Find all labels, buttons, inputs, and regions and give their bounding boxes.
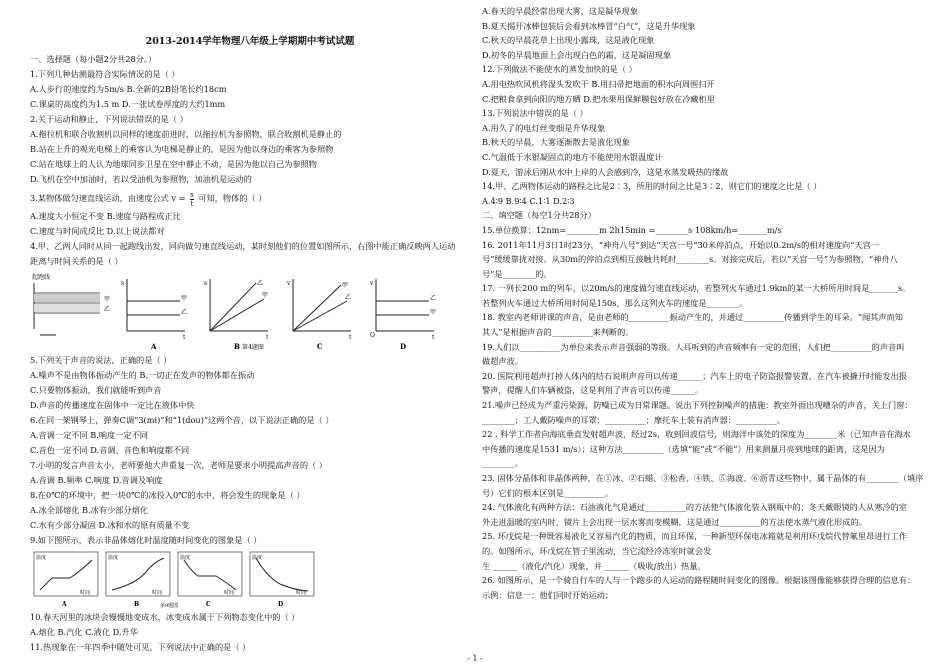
origin-label: O <box>370 332 375 340</box>
track-scene <box>32 273 110 335</box>
panel-d <box>250 552 314 608</box>
panel-c <box>178 552 242 608</box>
panel-d-label: D <box>400 342 407 352</box>
question-line: 19.人们以__________为单位来表示声音强弱的等级。人耳听到的声音频率有一定的范围，人们把__________的声音叫 <box>482 341 905 352</box>
axis-v-label: v <box>287 280 291 288</box>
question-line: C.课桌的高度约为1.5 m D.一张试卷厚度的大约1mm <box>30 99 226 110</box>
figure-4 <box>30 271 470 351</box>
question-line: B.站在上升的观光电梯上的乘客认为电梯是静止的，是因为他以身边的乘客为参照物 <box>30 144 334 155</box>
question-line: 11.热现象在一年四季中随处可见，下列说法中正确的是（ ） <box>30 642 251 653</box>
axis-x-label: 时间 <box>80 590 91 597</box>
question-line: C.音色一定不同 D.音调、音色和响度都不同 <box>30 445 190 456</box>
question-line: A.春天的早晨经常出现大雾，这是凝华现象 <box>482 6 638 16</box>
q3-tail: 可知，物体的（ ） <box>198 193 267 204</box>
figure-4-caption: 第4题图 <box>242 344 264 352</box>
question-line: C.秋天的早晨花草上出现小露珠，这是液化现象 <box>482 35 655 46</box>
panel-d <box>369 279 436 351</box>
series-label-jia: 甲 <box>262 292 269 300</box>
series-label-jia: 甲 <box>430 309 437 317</box>
question-line: A.速度大小恒定不变 B.速度与路程成正比 <box>30 211 181 222</box>
figure-4-graphic <box>30 271 470 351</box>
axis-s-label: s <box>204 280 208 288</box>
figure-9 <box>30 550 470 608</box>
question-line: 20. 医院利用超声打掉人体内的结石说明声音可以传递______；汽车上的电子防盗报警装置，在汽车被撬开时能发出报 <box>482 370 907 381</box>
question-line: 中传播的速度是1531 m/s）；这种方法__________（选填“能”或“不能”）用来测量月亮到地球的距离，这是因为 <box>482 443 885 454</box>
question-line: C.站在地球上的人认为地球同步卫星在空中静止不动，是因为他以自己为参照物 <box>30 159 317 170</box>
question-line: 6.在同一架钢琴上，弹奏C调“3(mi)”和“1(dou)”这两个音，以下说法正确的是（ ） <box>30 415 334 426</box>
series-label-yi: 乙 <box>345 294 352 302</box>
panel-b <box>204 279 269 351</box>
question-line: 16. 2011年11月3日1时23分，“神舟八号”到达“天宫一号”30米停泊点，开始以0.2m/s的相对速度向“天宫一 <box>482 239 879 250</box>
question-line: D.初冬的早晨地面上会出现白色的霜，这是凝固现象 <box>482 49 672 60</box>
series-label-yi: 乙 <box>430 295 437 303</box>
question-line: C.气温低于水银凝固点的地方不能使用水银温度计 <box>482 151 663 162</box>
question-line: 其人”是根据声音的__________来判断的。 <box>482 327 634 338</box>
q3-text: 3.某物体做匀速直线运动，由速度公式 <box>30 193 169 204</box>
question-line: A.音调一定不同 B.响度一定不同 <box>30 430 148 441</box>
figure-9-caption: 第9题图 <box>160 603 179 609</box>
fraction-numerator: s <box>190 190 194 199</box>
question-line: B.秋天的早晨，大雾逐渐散去是液化现象 <box>482 137 630 148</box>
exam-title: 2013-2014学年物理八年级上学期期中考试试题 <box>145 36 355 47</box>
panel-c-label: C <box>206 601 211 609</box>
question-line: 24. 气体液化有两种方法：石油液化气是通过__________的方法使气体液化装入钢瓶中的；冬天戴眼镜的人从寒冷的室 <box>482 502 907 513</box>
question-line: 18. 教室内老师讲课的声音，是由老师的__________振动产生的，并通过__________传播到学生的耳朵。“闻其声而知 <box>482 312 903 323</box>
question-line: A.熔化 B.汽化 C.液化 D.升华 <box>30 627 138 638</box>
panel-b <box>106 552 170 608</box>
question-line: C.把粮食拿到向阳的地方晒 D.把水果用保鲜膜包好放在冷藏柜里 <box>482 93 715 104</box>
question-line: 4.甲、乙两人同时从同一起跑线出发，同向做匀速直线运动，某时刻他们的位置如图所示，右图中能正确反映两人运动 <box>30 241 456 252</box>
question-line: 15.单位换算：12nm=________m 2h15min =________s 108km/h=_______m/s <box>482 224 782 235</box>
panel-a <box>121 279 187 351</box>
question-line: 若整列火车通过大桥所用时间是150s，那么这列火车的速度是________。 <box>482 297 748 308</box>
question-line: A.冰全部熔化 B.冰有少部分熔化 <box>30 505 148 516</box>
question-line: 12.下列做法不能使水的蒸发加快的是（ ） <box>482 64 637 75</box>
fraction-denominator: t <box>190 199 194 208</box>
q3-line <box>30 187 470 209</box>
axis-t-label: t <box>266 334 269 342</box>
question-line: 26. 如图所示，是一个骑自行车的人与一个跑步的人运动的路程随时间变化的图像。根据该图像能够获得合理的信息有： <box>482 575 916 586</box>
question-line: 距离与时间关系的是（ ） <box>30 256 123 267</box>
axis-y-label: 温度 <box>252 555 263 562</box>
axis-x-label: 时间 <box>296 590 307 597</box>
question-line: 25. 环戊烷是一种既容易液化又容易汽化的物质，而且环保，一种新型环保电冰箱就是利用环戊烷代替氟里昂进行工作 <box>482 531 907 542</box>
question-line: C.速度与时间成反比 D.以上说法都对 <box>30 226 165 237</box>
axis-t-label: t <box>349 334 352 342</box>
axis-t-label: t <box>432 334 435 342</box>
axis-s-label: s <box>121 280 125 288</box>
panel-a-label: A <box>151 342 157 352</box>
question-line: 号”是________的。 <box>482 268 552 279</box>
axis-v-label: v <box>370 280 374 288</box>
question-line: 22 . 科学工作者向海底垂直发射超声波，经过2s，收到回波信号，则海洋中该处的深度为________米（已知声音在海水 <box>482 429 911 440</box>
question-line: B.夏天揭开冰棒包装后会看到冰棒冒“白气”，这是升华现象 <box>482 20 696 31</box>
question-line: 号）它们的根本区别是__________。 <box>482 487 614 498</box>
question-line: C.只要物体振动，我们就能听到声音 <box>30 385 162 396</box>
question-line: C.水有少部分凝固 D.冰和水的原有质量不变 <box>30 520 190 531</box>
page-number: - 1 - <box>467 654 483 663</box>
question-line: 23. 固体分晶体和非晶体两种，在①冰、②石蜡、③松香、④铁、⑤海波、⑥沥青这些物中，属于晶体的有________（填序 <box>482 473 924 483</box>
question-line: A.噪声不是由物体振动产生的 B.一切正在发声的物体都在振动 <box>30 370 255 381</box>
question-line: 8.在0℃的环境中，把一块0℃的冰投入0℃的水中，将会发生的现象是（ ） <box>30 490 305 501</box>
question-line: A.拖拉机和联合收割机以同样的速度前进时，以拖拉机为参照物，联合收割机是静止的 <box>30 129 342 140</box>
question-line: 1.下列几种估测最符合实际情况的是（ ） <box>30 69 180 80</box>
panel-a-label: A <box>62 601 67 609</box>
question-line: ________；工人戴防噪声的耳罩：__________；摩托车上装有消声器：__________。 <box>482 414 785 425</box>
question-line: 21.噪声已经成为严重污染源，防噪已成为日常课题。说出下列控制噪声的措施：教室外面出现嘈杂的声音，关上门窗： <box>482 400 913 411</box>
question-line: A.用电热吹风机将湿头发吹干 B.用扫帚把地面的积水向周围扫开 <box>482 78 715 89</box>
speed-formula-fraction <box>190 191 194 208</box>
axis-t-label: t <box>183 334 186 342</box>
panel-d-label: D <box>278 601 284 609</box>
panel-b-label: B <box>134 601 140 609</box>
question-line: ________。 <box>482 458 523 469</box>
question-line: 警声，提醒人们车辆被盗，这是利用了声音可以传递______。 <box>482 385 704 396</box>
question-line: 2.关于运动和静止，下列说法错误的是（ ） <box>30 114 188 125</box>
question-line: 9.如下图所示，表示非晶体熔化时温度随时间变化的图象是（ ） <box>30 535 262 546</box>
question-line: 10.春天河里的冰块会慢慢地变成水，冰变成水属于下列物态变化中的（ ） <box>30 612 300 623</box>
question-line: D.声音的传播速度在固体中一定比在液体中快 <box>30 400 195 411</box>
question-line: D.夏天，游泳后刚从水中上岸的人会感到冷，这是水蒸发吸热的缘故 <box>482 166 729 177</box>
axis-y-label: 温度 <box>108 555 119 562</box>
axis-y-label: 温度 <box>36 555 47 562</box>
question-line: 14.甲、乙两物体运动的路程之比是2∶3，所用的时间之比是3∶2，则它们的速度之比是（ ） <box>482 181 822 192</box>
figure-9-graphic <box>30 550 470 608</box>
panel-b-label: B <box>234 342 240 352</box>
question-line: 17. 一列长200 m的列车，以20m/s的速度做匀速直线运动，若整列火车通过1.9km的某一大桥所用时间是_______s。 <box>482 283 911 294</box>
series-label-yi: 乙 <box>257 280 264 288</box>
series-label-jia: 甲 <box>342 282 349 290</box>
question-line: 外走进温暖的室内时，镜片上会出现一层水雾而变模糊，这是通过__________的方法使水蒸气液化形成的。 <box>482 516 867 527</box>
person-jia-label: 甲 <box>104 296 111 304</box>
question-line: 二、填空题（每空1分共28分） <box>482 210 596 221</box>
question-line: D.飞机在空中加油时，若以受油机为参照物，加油机是运动的 <box>30 174 252 185</box>
question-line: A.用久了的电灯丝变细是升华现象 <box>482 122 606 133</box>
question-line: A.音调 B.频率 C.响度 D.音调及响度 <box>30 475 163 486</box>
panel-c <box>286 279 352 351</box>
question-line: A.人步行的速度约为5m/s B.全新的2B铅笔长约18cm <box>30 84 227 95</box>
left-column <box>30 0 470 655</box>
question-line: 示例：信息一：他们同时开始运动； <box>482 589 614 600</box>
question-line: 生 ______（液化/汽化）现象，并 ______（吸收/放出）热量。 <box>482 560 706 571</box>
series-label-jia: 甲 <box>181 295 188 303</box>
series-label-yi: 乙 <box>181 309 188 317</box>
question-line: 的。如图所示，环戊烷在管子里流动，当它流经冷冻室时就会发 <box>482 545 712 556</box>
question-line: 7.小明的发言声音太小，老师要他大声重复一次，老师是要求小明提高声音的（ ） <box>30 460 327 471</box>
question-line: 做超声波。 <box>482 356 523 367</box>
q3-var: v = <box>171 193 186 204</box>
person-yi-label: 乙 <box>104 306 111 314</box>
axis-y-label: 温度 <box>180 555 191 562</box>
question-line: 13.下列说法中错误的是（ ） <box>482 108 588 119</box>
panel-c-label: C <box>317 342 323 352</box>
question-line: 一、选择题（每小题2分共28分。） <box>30 54 157 65</box>
question-line: 5.下列关于声音的说法，正确的是（ ） <box>30 355 172 366</box>
axis-x-label: 时间 <box>152 590 163 597</box>
panel-a <box>34 552 98 608</box>
question-line: A.4∶9 B.9∶4 C.1∶1 D.2∶3 <box>482 195 575 206</box>
question-line: 号”缓缓靠拢对接。从30m的停泊点到相互接触共耗时________s。对接完成后，若以“天宫一号”为参照物，“神舟八 <box>482 254 898 265</box>
right-column <box>482 4 927 602</box>
axis-x-label: 时间 <box>224 590 235 597</box>
start-line-label: 起跑线 <box>32 274 51 282</box>
